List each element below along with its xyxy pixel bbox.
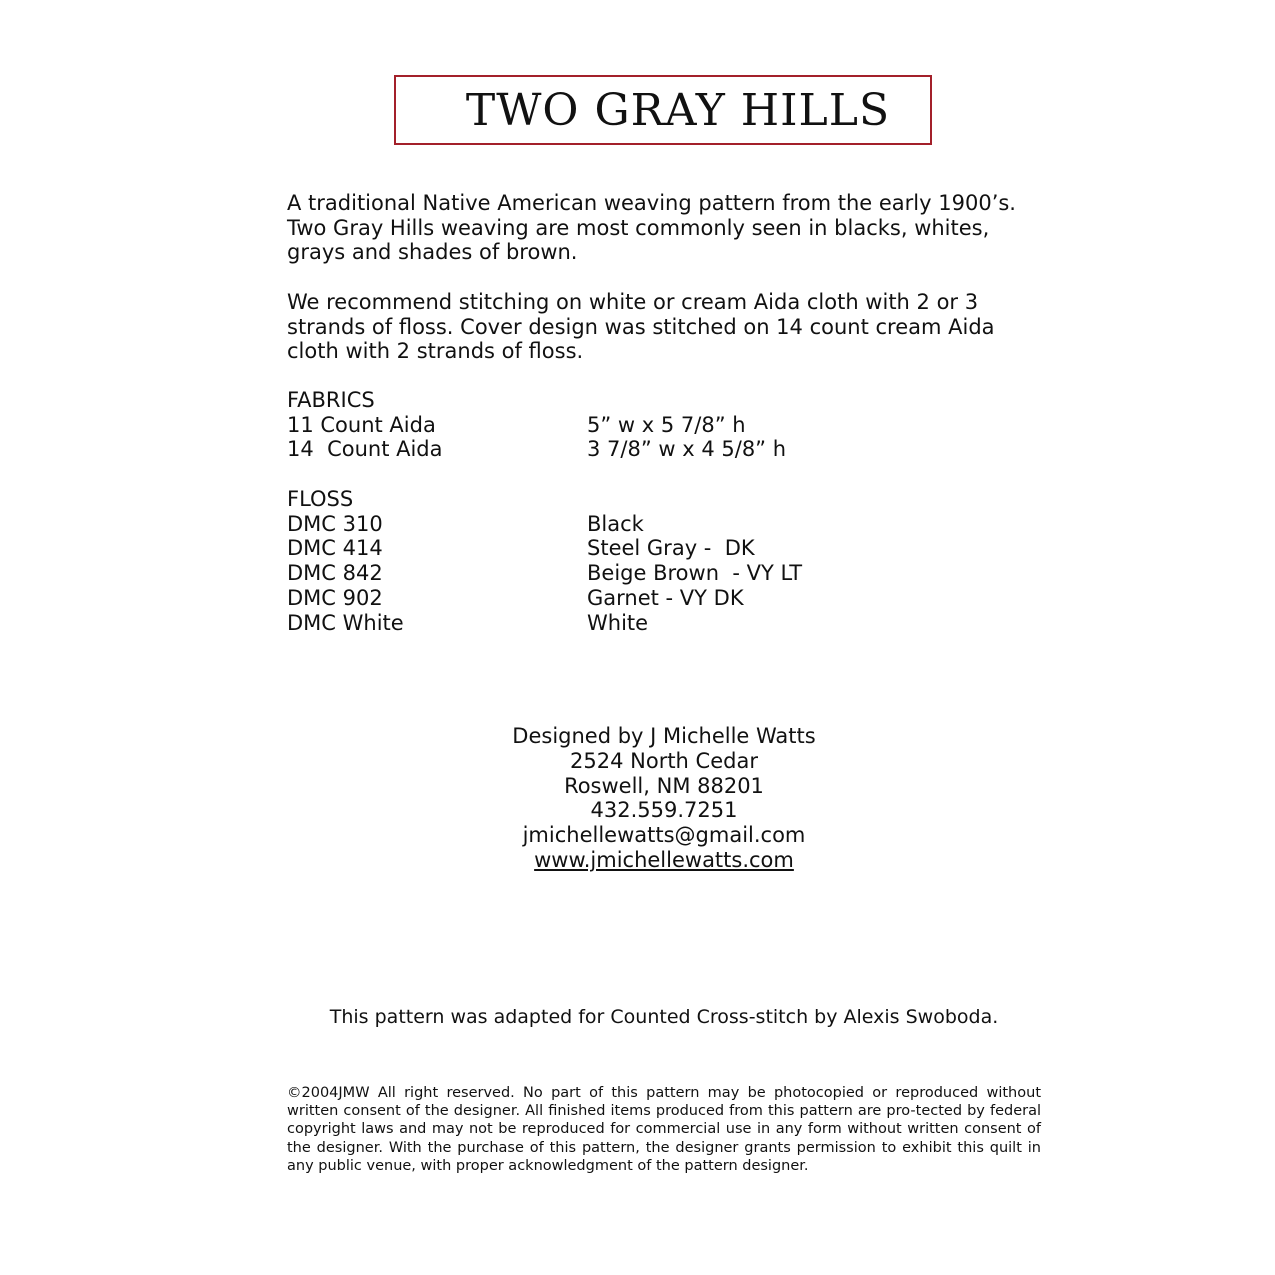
- floss-row: [287, 536, 802, 561]
- designer-name: Designed by J Michelle Watts: [512, 724, 816, 748]
- fabric-row: [287, 437, 786, 462]
- page-title: TWO GRAY HILLS: [465, 84, 891, 136]
- floss-code: DMC 902: [287, 585, 383, 610]
- floss-color: Black: [587, 511, 644, 536]
- floss-row: [287, 561, 802, 586]
- designer-contact: [364, 724, 964, 873]
- floss-heading: FLOSS: [287, 487, 354, 511]
- email-address[interactable]: jmichellewatts@gmail.com: [522, 823, 806, 848]
- floss-color: White: [587, 610, 649, 635]
- floss-row: [287, 611, 802, 636]
- intro-line: Two Gray Hills weaving are most commonly seen in blacks, whites,: [287, 215, 990, 240]
- fabrics-section: [287, 388, 786, 462]
- website-link[interactable]: www.jmichellewatts.com: [534, 847, 794, 872]
- street-address: 2524 North Cedar: [570, 748, 758, 773]
- floss-code: DMC White: [287, 610, 404, 635]
- adaptation-credit: This pattern was adapted for Counted Cross-stitch by Alexis Swoboda.: [329, 1006, 999, 1028]
- floss-color: Garnet - VY DK: [587, 585, 744, 610]
- floss-code: DMC 414: [287, 536, 383, 561]
- fabric-name: 14 Count Aida: [287, 437, 443, 462]
- intro-paragraph: [287, 191, 1047, 265]
- floss-row: [287, 586, 802, 611]
- floss-color: Steel Gray - DK: [587, 536, 755, 561]
- recommend-line: We recommend stitching on white or cream Aida cloth with 2 or 3: [287, 290, 979, 314]
- floss-code: DMC 310: [287, 511, 383, 536]
- intro-line: A traditional Native American weaving pattern from the early 1900’s.: [287, 191, 1016, 215]
- recommend-line: strands of floss. Cover design was stitched on 14 count cream Aida: [287, 314, 995, 339]
- fabric-size: 5” w x 5 7/8” h: [587, 412, 746, 437]
- city-state-zip: Roswell, NM 88201: [564, 773, 764, 798]
- title-box: [394, 75, 932, 145]
- fabrics-heading: FABRICS: [287, 388, 375, 412]
- recommend-paragraph: [287, 290, 1047, 364]
- copyright-notice: ©2004JMW All right reserved. No part of this pattern may be photocopied or reproduced without written consent of the designer. All finished items produced from this pattern are pro-tected by federal copyright laws and may not be reproduced for commercial use in any form without written consent of the designer. With the purchase of this pattern, the designer grants permission to exhibit this quilt in any public venue, with proper acknowledgment of the pattern designer.: [287, 1085, 1041, 1174]
- floss-row: [287, 512, 802, 537]
- fabric-row: [287, 413, 786, 438]
- fabric-size: 3 7/8” w x 4 5/8” h: [587, 437, 787, 462]
- floss-color: Beige Brown - VY LT: [587, 561, 803, 586]
- floss-section: [287, 487, 802, 635]
- intro-line: grays and shades of brown.: [287, 240, 578, 265]
- phone-number: 432.559.7251: [590, 798, 738, 823]
- fabric-name: 11 Count Aida: [287, 412, 436, 437]
- recommend-line: cloth with 2 strands of floss.: [287, 339, 584, 364]
- floss-code: DMC 842: [287, 561, 383, 586]
